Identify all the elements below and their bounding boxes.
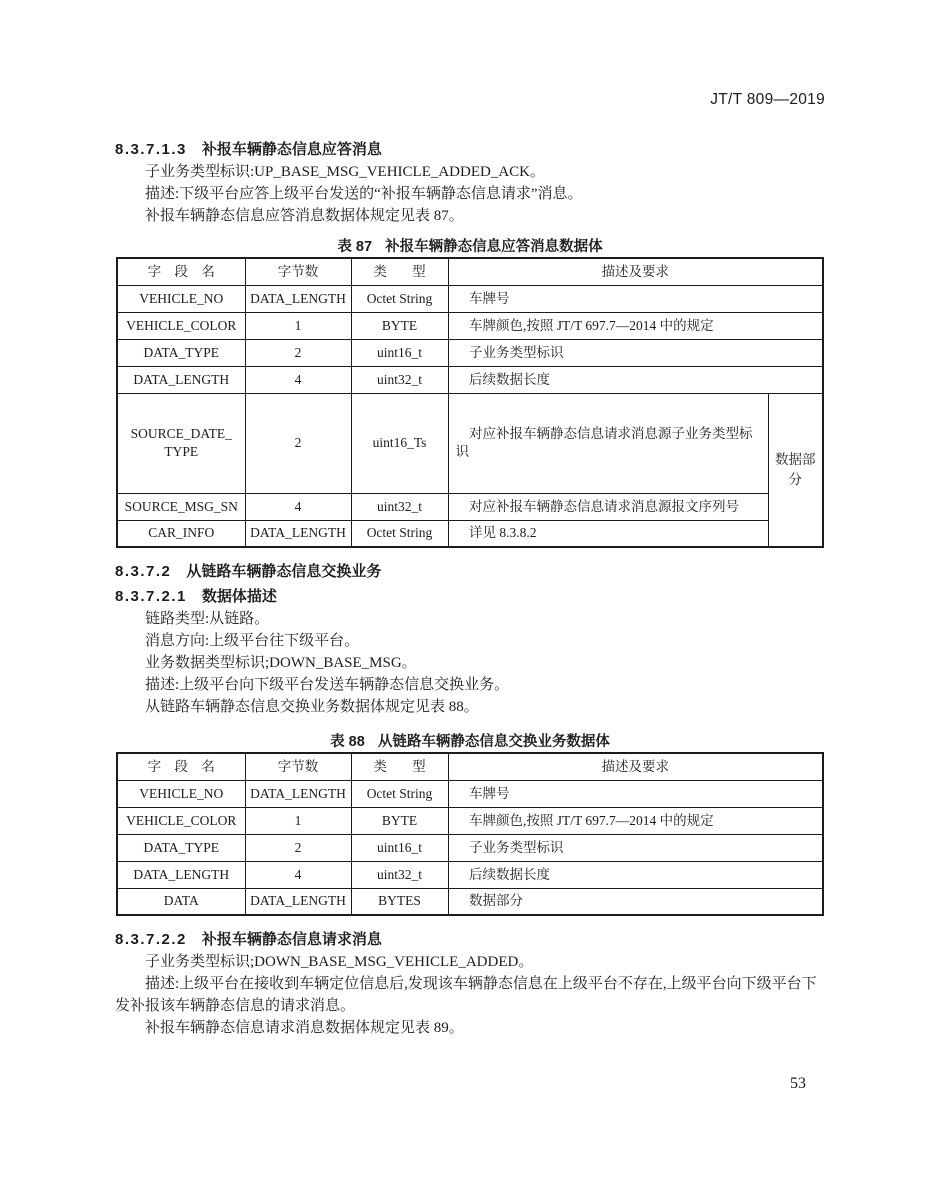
column-header: 类 型 (351, 753, 448, 780)
table-caption-label: 表 88 (330, 734, 365, 750)
table-cell: 车牌颜色,按照 JT/T 697.7—2014 中的规定 (448, 807, 823, 834)
table-row (117, 888, 823, 915)
table-row (117, 780, 823, 807)
section-title: 补报车辆静态信息请求消息 (201, 931, 382, 948)
section-title: 从链路车辆静态信息交换业务 (186, 563, 382, 580)
table-row (117, 493, 823, 520)
table-cell: 子业务类型标识 (448, 339, 823, 366)
table-cell: VEHICLE_NO (117, 780, 245, 807)
column-header: 字节数 (245, 753, 351, 780)
table-cell: uint32_t (351, 493, 448, 520)
table-cell: DATA (117, 888, 245, 915)
section-number: 8.3.7.2 (115, 563, 172, 580)
table-cell: BYTE (351, 312, 448, 339)
table-cell: Octet String (351, 520, 448, 547)
table-cell: 车牌号 (448, 285, 823, 312)
table-cell: uint16_Ts (351, 393, 448, 493)
table-row (117, 393, 823, 493)
table-cell: DATA_LENGTH (245, 888, 351, 915)
paragraph: 描述:下级平台应答上级平台发送的“补报车辆静态信息请求”消息。 (145, 186, 583, 202)
paragraph: 业务数据类型标识;DOWN_BASE_MSG。 (145, 655, 417, 671)
section-heading-8-3-7-2 (115, 561, 825, 583)
table-caption-title: 从链路车辆静态信息交换业务数据体 (377, 734, 610, 750)
table-row (117, 861, 823, 888)
section-number: 8.3.7.2.2 (115, 931, 187, 948)
table-cell: 详见 8.3.8.2 (448, 520, 768, 547)
table-cell: BYTE (351, 807, 448, 834)
table-cell: DATA_LENGTH (117, 861, 245, 888)
table-row (117, 834, 823, 861)
table-cell: 对应补报车辆静态信息请求消息源子业务类型标识 (448, 393, 768, 493)
section-heading-8-3-7-1-3 (115, 139, 825, 161)
table-cell: 车牌颜色,按照 JT/T 697.7—2014 中的规定 (448, 312, 823, 339)
table-row (117, 285, 823, 312)
paragraph: 子业务类型标识;DOWN_BASE_MSG_VEHICLE_ADDED。 (145, 954, 534, 970)
page-number: 53 (790, 1075, 806, 1092)
section-title: 数据体描述 (201, 588, 277, 605)
table-cell: 4 (245, 366, 351, 393)
table-cell: DATA_LENGTH (245, 520, 351, 547)
table-cell: SOURCE_DATE_​TYPE (117, 393, 245, 493)
table-cell: 对应补报车辆静态信息请求消息源报文序列号 (448, 493, 768, 520)
table-cell: 后续数据长度 (448, 861, 823, 888)
column-header: 类 型 (351, 258, 448, 285)
table-cell: 4 (245, 493, 351, 520)
table-cell: 2 (245, 339, 351, 366)
paragraph: 补报车辆静态信息应答消息数据体规定见表 87。 (145, 208, 464, 224)
column-header: 描述及要求 (448, 753, 823, 780)
table-88-caption (115, 732, 825, 752)
table-cell: Octet String (351, 780, 448, 807)
section-number: 8.3.7.2.1 (115, 588, 187, 605)
section-number: 8.3.7.1.3 (115, 141, 187, 158)
table-cell: 2 (245, 393, 351, 493)
table-cell: 车牌号 (448, 780, 823, 807)
doc-code: JT/T 809—2019 (710, 91, 825, 108)
column-header: 字 段 名 (117, 753, 245, 780)
table-caption-label: 表 87 (337, 239, 373, 255)
table-caption-title: 补报车辆静态信息应答消息数据体 (385, 239, 603, 255)
section-heading-8-3-7-2-2 (115, 929, 825, 951)
column-header: 字 段 名 (117, 258, 245, 285)
column-header: 字节数 (245, 258, 351, 285)
paragraph: 描述:上级平台在接收到车辆定位信息后,发现该车辆静态信息在上级平台不存在,上级平台向下级平台下发补报该车辆静态信息的请求消息。 (115, 976, 817, 1014)
column-header: 描述及要求 (448, 258, 823, 285)
table-cell: 4 (245, 861, 351, 888)
table-cell: VEHICLE_NO (117, 285, 245, 312)
table-row (117, 807, 823, 834)
table-88 (116, 752, 824, 916)
paragraph: 补报车辆静态信息请求消息数据体规定见表 89。 (145, 1020, 464, 1036)
table-cell: uint16_t (351, 834, 448, 861)
table-87-caption (115, 237, 825, 257)
table-cell: VEHICLE_COLOR (117, 312, 245, 339)
table-group-cell: 数据部分 (768, 393, 823, 547)
paragraph: 消息方向:上级平台往下级平台。 (145, 633, 360, 649)
table-cell: Octet String (351, 285, 448, 312)
section-heading-8-3-7-2-1 (115, 586, 825, 608)
table-cell: DATA_LENGTH (117, 366, 245, 393)
table-header-row (117, 258, 823, 285)
table-row (117, 312, 823, 339)
table-cell: 子业务类型标识 (448, 834, 823, 861)
table-cell: 1 (245, 312, 351, 339)
table-row (117, 339, 823, 366)
table-cell: uint32_t (351, 861, 448, 888)
paragraph: 子业务类型标识:UP_BASE_MSG_VEHICLE_ADDED_ACK。 (145, 164, 546, 180)
paragraph: 从链路车辆静态信息交换业务数据体规定见表 88。 (145, 699, 479, 715)
table-cell: uint16_t (351, 339, 448, 366)
table-cell: uint32_t (351, 366, 448, 393)
table-cell: BYTES (351, 888, 448, 915)
table-cell: CAR_INFO (117, 520, 245, 547)
paragraph: 描述:上级平台向下级平台发送车辆静态信息交换业务。 (145, 677, 510, 693)
table-cell: 数据部分 (448, 888, 823, 915)
table-row (117, 520, 823, 547)
paragraph: 链路类型:从链路。 (145, 611, 270, 627)
table-header-row (117, 753, 823, 780)
table-87 (116, 257, 824, 548)
table-row (117, 366, 823, 393)
table-cell: 后续数据长度 (448, 366, 823, 393)
table-cell: SOURCE_MSG_SN (117, 493, 245, 520)
table-cell: DATA_LENGTH (245, 285, 351, 312)
section-title: 补报车辆静态信息应答消息 (201, 141, 382, 158)
table-cell: 2 (245, 834, 351, 861)
table-cell: DATA_LENGTH (245, 780, 351, 807)
table-cell: 1 (245, 807, 351, 834)
table-cell: VEHICLE_COLOR (117, 807, 245, 834)
table-cell: DATA_TYPE (117, 339, 245, 366)
table-cell: DATA_TYPE (117, 834, 245, 861)
